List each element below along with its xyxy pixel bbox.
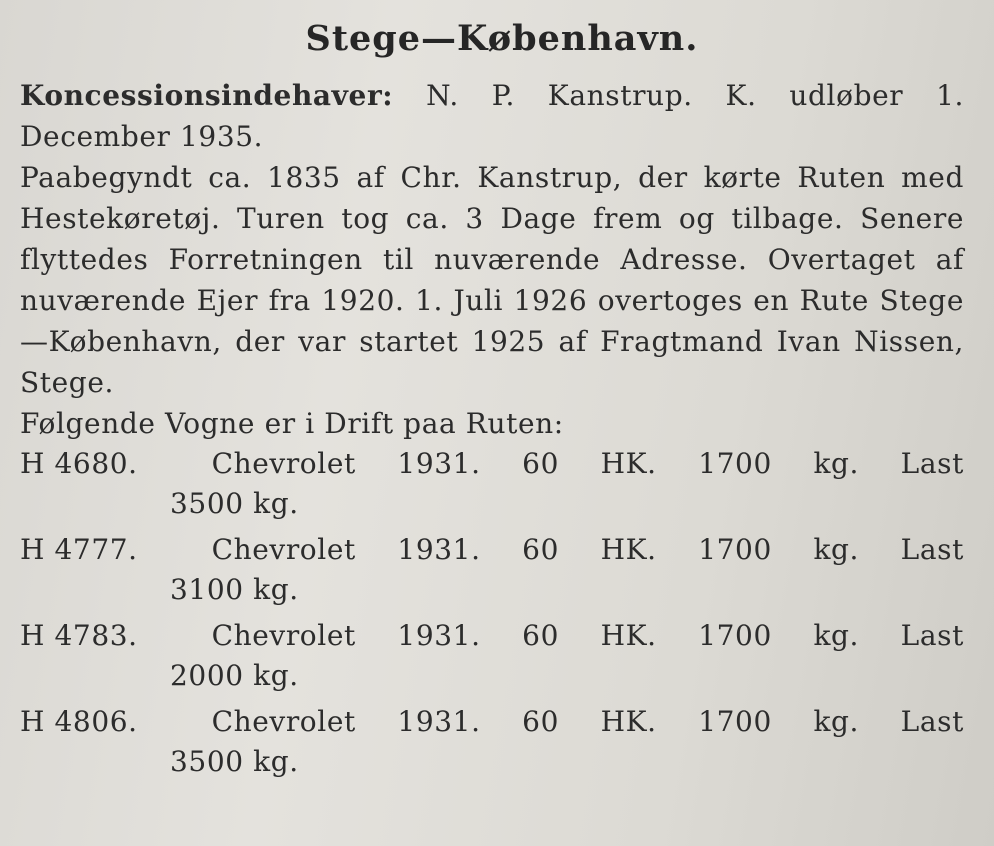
vehicle-year: 1931.: [397, 447, 481, 480]
vehicle-line: [20, 616, 964, 656]
vehicle-load: 3100 kg.: [170, 573, 299, 606]
vehicle-weight: 1700: [698, 705, 772, 738]
vehicle-unit: kg.: [813, 533, 860, 566]
vehicle-last: Last: [900, 705, 964, 738]
vehicle-weight: 1700: [698, 533, 772, 566]
vehicle-hp: 60: [522, 619, 560, 652]
vehicle-load: 3500 kg.: [170, 487, 299, 520]
vehicle-plate: H 4806.: [20, 705, 138, 738]
history-paragraph: Paabegyndt ca. 1835 af Chr. Kanstrup, der kørte Ruten med Hestekøretøj. Turen tog ca. 3 Dage frem og tilbage. Senere flyttedes Forretningen til nuværende Adresse. Overtaget af nuværende Ejer fra 1920. 1. Juli 1926 overtoges en Rute Stege—København, der var startet 1925 af Fragtmand Ivan Nissen, Stege.: [20, 161, 964, 399]
vehicle-year: 1931.: [397, 533, 481, 566]
vehicle-hp: 60: [522, 533, 560, 566]
vehicle-make: Chevrolet: [211, 619, 356, 652]
vehicles-intro: Følgende Vogne er i Drift paa Ruten:: [20, 407, 564, 440]
concession-paragraph: [20, 75, 964, 157]
vehicle-year: 1931.: [397, 619, 481, 652]
vehicle-line: [20, 702, 964, 742]
vehicle-plate: H 4777.: [20, 533, 138, 566]
vehicle-hp: 60: [522, 705, 560, 738]
vehicle-entry: [20, 616, 964, 696]
document-title: Stege—København.: [305, 18, 699, 59]
vehicle-entry: [20, 702, 964, 782]
document-page: [20, 18, 964, 788]
vehicle-hp: 60: [522, 447, 560, 480]
vehicle-make: Chevrolet: [211, 705, 356, 738]
vehicle-hk: HK.: [600, 619, 657, 652]
vehicle-last: Last: [900, 447, 964, 480]
vehicle-make: Chevrolet: [211, 447, 356, 480]
vehicle-load: 3500 kg.: [170, 745, 299, 778]
vehicle-line: [20, 530, 964, 570]
vehicle-list: [20, 444, 964, 782]
vehicle-unit: kg.: [813, 619, 860, 652]
concession-text: N. P. Kanstrup. K. udløber 1. December 1935.: [20, 79, 964, 153]
vehicle-year: 1931.: [397, 705, 481, 738]
vehicle-last: Last: [900, 533, 964, 566]
vehicle-unit: kg.: [813, 705, 860, 738]
concession-label: Koncessionsindehaver:: [20, 79, 394, 112]
vehicle-entry: [20, 444, 964, 524]
vehicle-hk: HK.: [600, 705, 657, 738]
vehicle-hk: HK.: [600, 533, 657, 566]
vehicle-make: Chevrolet: [211, 533, 356, 566]
vehicle-line: [20, 444, 964, 484]
vehicle-load: 2000 kg.: [170, 659, 299, 692]
vehicle-plate: H 4783.: [20, 619, 138, 652]
vehicle-last: Last: [900, 619, 964, 652]
vehicle-weight: 1700: [698, 447, 772, 480]
vehicle-weight: 1700: [698, 619, 772, 652]
vehicle-unit: kg.: [813, 447, 860, 480]
vehicle-plate: H 4680.: [20, 447, 138, 480]
vehicle-hk: HK.: [600, 447, 657, 480]
vehicle-entry: [20, 530, 964, 610]
